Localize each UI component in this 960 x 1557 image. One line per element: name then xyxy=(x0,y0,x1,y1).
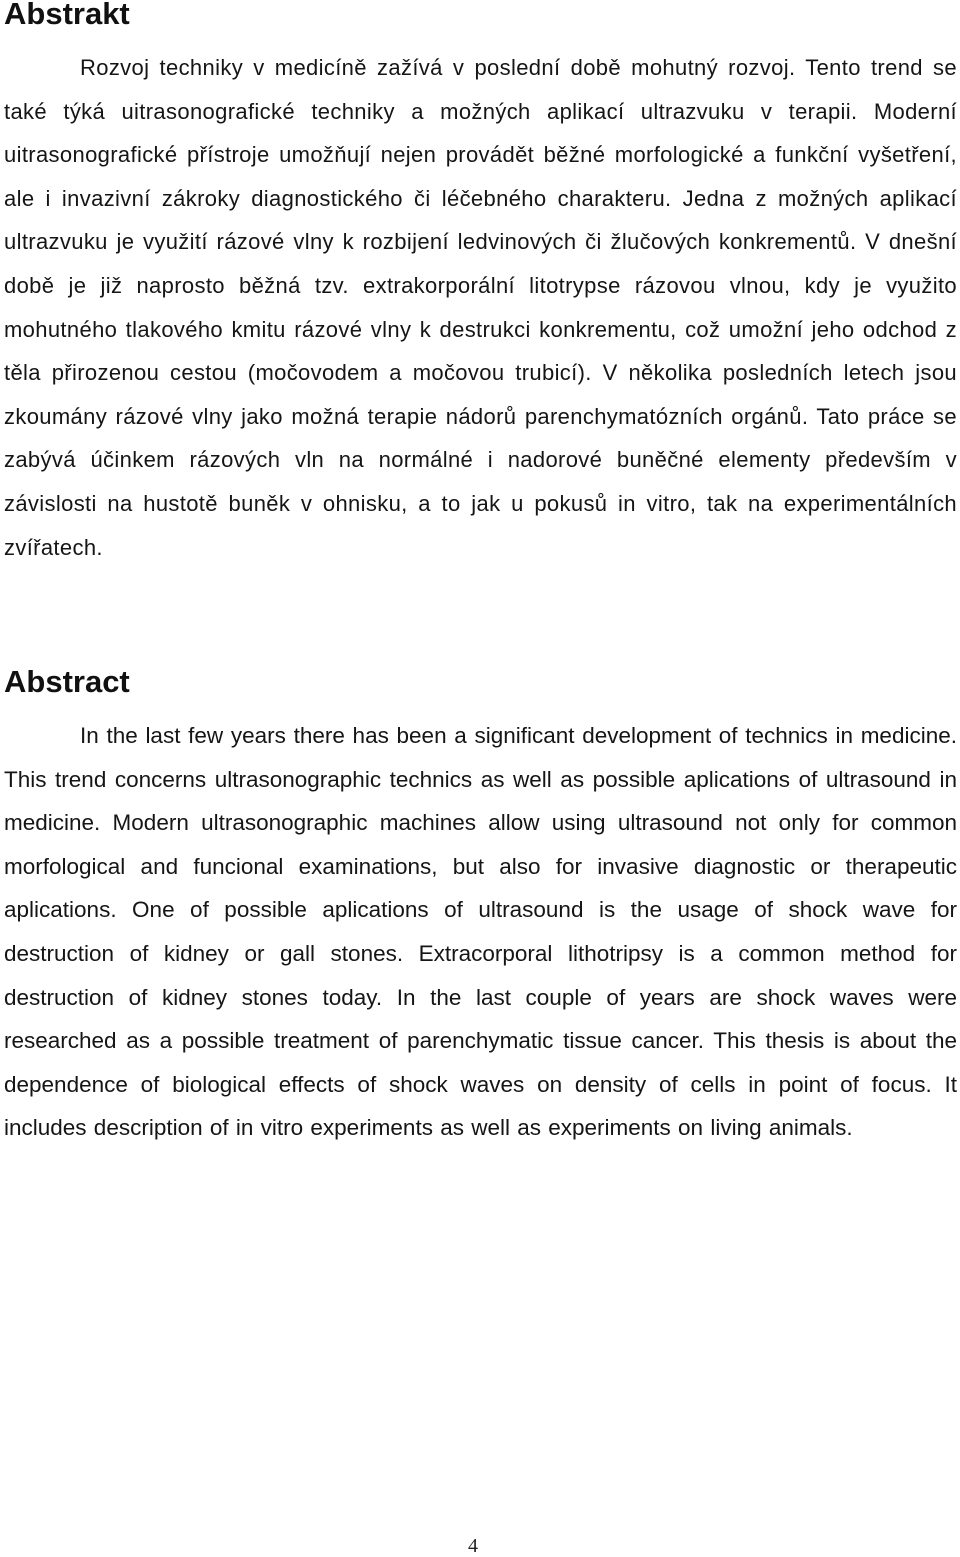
english-abstract-text: In the last few years there has been a significant development of technics in medicine. This trend concerns ultrasonographic technics as well as possible aplications of ultrasound in medicine. Modern ultrasonographic machines allow using ultrasound not only for common morfological and funcional examinations, but also for invasive diagnostic or therapeutic aplications. One of possible aplications of ultrasound is the usage of shock wave for destruction of kidney or gall stones. Extracorporal lithotripsy is a common method for destruction of kidney stones today. In the last couple of years are shock waves were researched as a possible treatment of parenchymatic tissue cancer. This thesis is about the dependence of biological effects of shock waves on density of cells in point of focus. It includes description of in vitro experiments as well as experiments on living animals. xyxy=(4,723,957,1141)
czech-abstract-heading: Abstrakt xyxy=(4,0,130,31)
page-number: 4 xyxy=(468,1535,478,1557)
czech-abstract-text: Rozvoj techniky v medicíně zažívá v poslední době mohutný rozvoj. Tento trend se také týká uitrasonografické techniky a možných aplikací ultrazvuku v terapii. Moderní uitrasonografické přístroje umožňují nejen provádět běžné morfologické a funkční vyšetření, ale i invazivní zákroky diagnostického či léčebného charakteru. Jedna z možných aplikací ultrazvuku je využití rázové vlny k rozbijení ledvinových či žlučových konkrementů. V dnešní době je již naprosto běžná tzv. extrakorporální litotrypse rázovou vlnou, kdy je využito mohutného tlakového kmitu rázové vlny k destrukci konkrementu, což umožní jeho odchod z těla přirozenou cestou (močovodem a močovou trubicí). V několika posledních letech jsou zkoumány rázové vlny jako možná terapie nádorů parenchymatózních orgánů. Tato práce se zabývá účinkem rázových vln na normálné i nadorové buněčné elementy především v závislosti na hustotě buněk v ohnisku, a to jak u pokusů in vitro, tak na experimentálních zvířatech. xyxy=(4,55,957,560)
english-abstract-heading: Abstract xyxy=(4,664,130,699)
